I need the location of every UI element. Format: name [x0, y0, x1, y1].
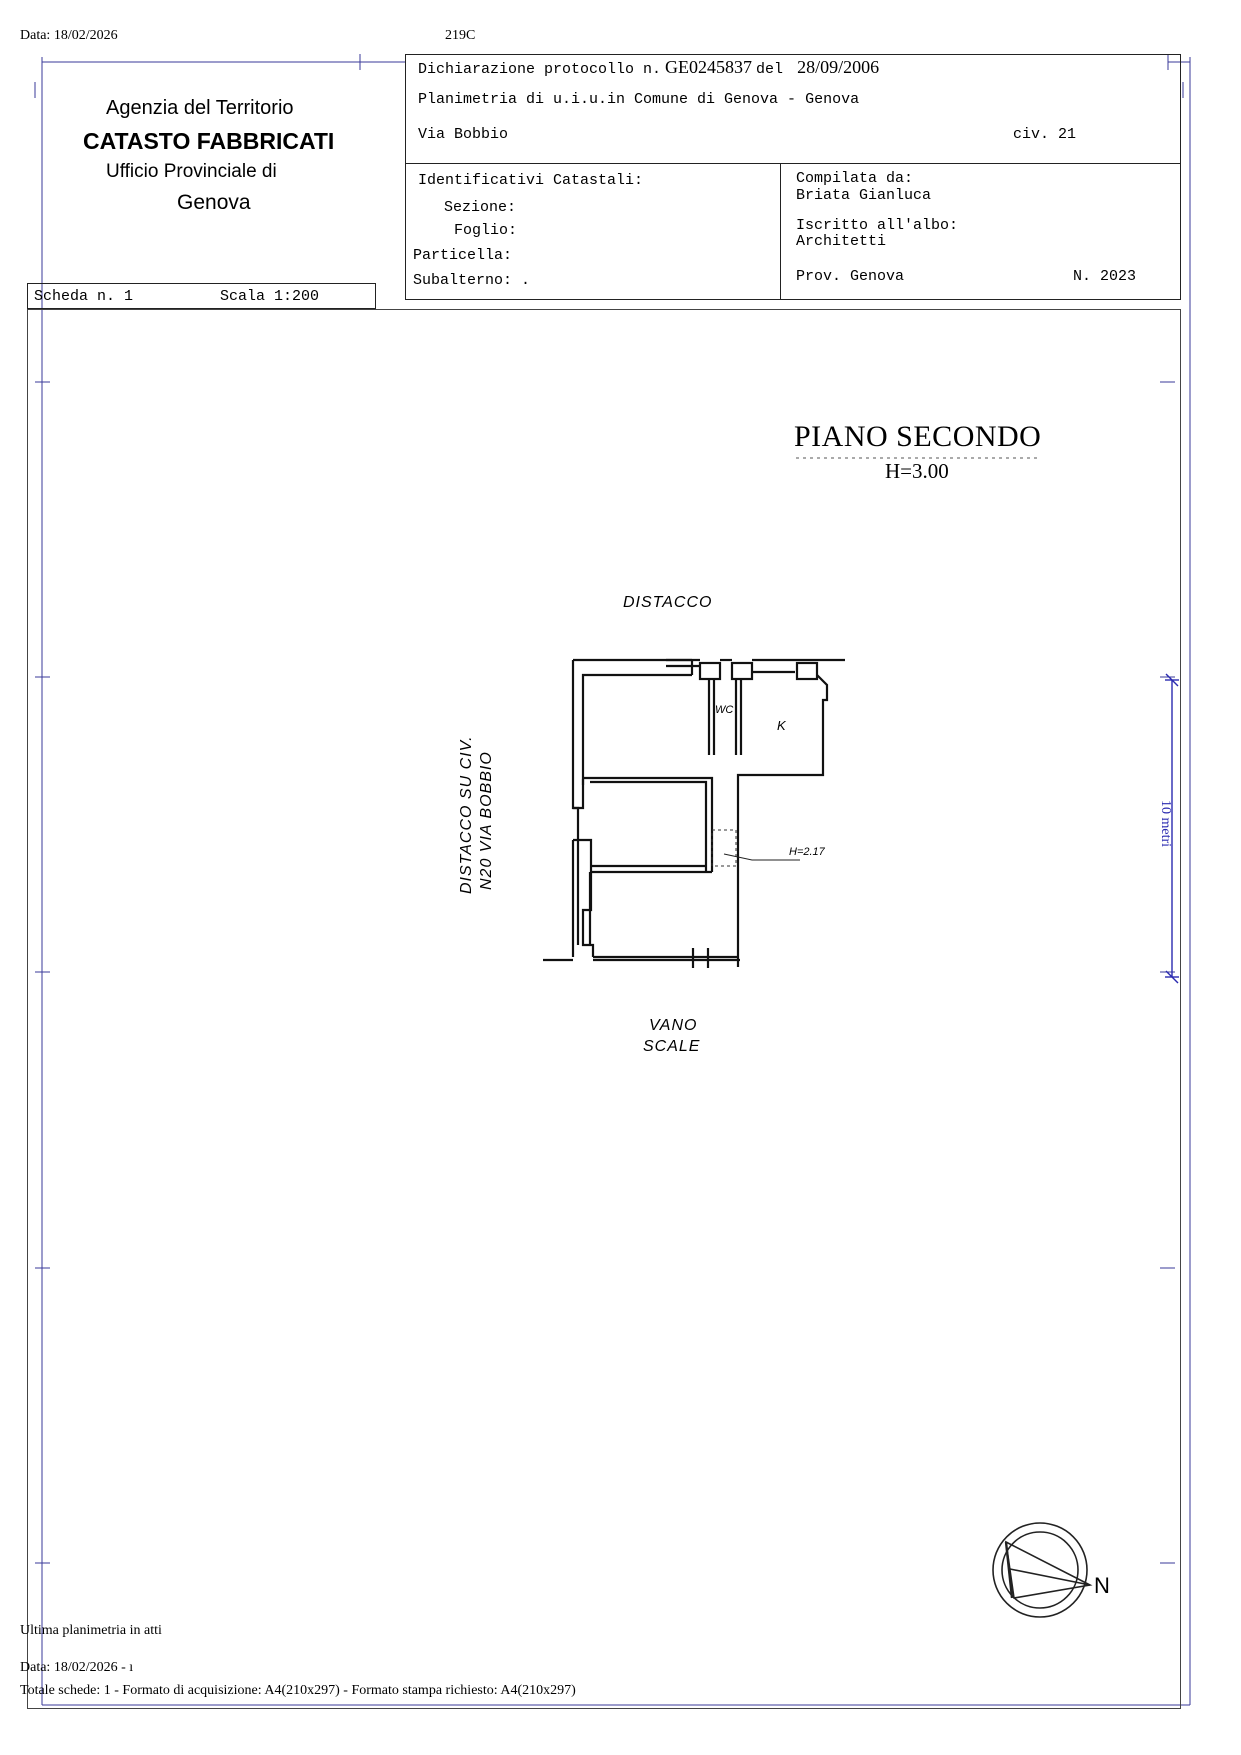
office-label: Ufficio Provinciale di	[106, 161, 277, 182]
wc-label: WC	[715, 704, 734, 716]
north-arrow-icon	[993, 1523, 1090, 1617]
particella-label: Particella:	[413, 247, 513, 264]
document-code: 219C	[445, 28, 476, 43]
civic-number: civ. 21	[1013, 126, 1077, 143]
catasto-title: CATASTO FABBRICATI	[83, 128, 335, 154]
identifiers-title: Identificativi Catastali:	[418, 172, 644, 189]
height-annotation: H=2.17	[789, 846, 825, 858]
print-date: Data: 18/02/2026	[20, 28, 118, 43]
north-label: N	[1094, 1573, 1110, 1598]
scale-bar-label: 10 metri	[1158, 800, 1173, 848]
compiled-by-label: Compilata da:	[796, 170, 914, 187]
stair-label-2: SCALE	[643, 1038, 701, 1055]
footer-totals: Totale schede: 1 - Formato di acquisizione: A4(210x297) - Formato stampa richiesto: A4(210x297)	[20, 1683, 576, 1698]
province-label: Prov. Genova	[796, 268, 905, 285]
protocol-label: Dichiarazione protocollo n.	[418, 61, 662, 78]
top-distance-label: DISTACCO	[623, 594, 713, 611]
office-city: Genova	[177, 191, 251, 214]
registration-number: N. 2023	[1073, 268, 1137, 285]
protocol-del-label: del	[756, 61, 784, 78]
scheda-number: Scheda n. 1	[34, 288, 134, 305]
footer-date: Data: 18/02/2026 - ı	[20, 1660, 134, 1675]
registered-label: Iscritto all'albo:	[796, 217, 959, 234]
street-address: Via Bobbio	[418, 126, 509, 143]
sezione-label: Sezione:	[444, 199, 517, 216]
plan-description: Planimetria di u.i.u.in Comune di Genova - Genova	[418, 91, 860, 108]
protocol-date: 28/09/2006	[797, 57, 880, 77]
side-label-line-2: N20 VIA BOBBIO	[478, 751, 495, 890]
registered-value: Architetti	[796, 233, 887, 250]
kitchen-label: K	[777, 718, 786, 733]
stair-label-1: VANO	[649, 1017, 698, 1034]
protocol-number: GE0245837	[665, 57, 753, 77]
floor-title: PIANO SECONDO	[794, 420, 1042, 453]
subalterno-label: Subalterno: .	[413, 272, 531, 289]
floor-height: H=3.00	[885, 459, 949, 483]
scale-label: Scala 1:200	[220, 288, 320, 305]
last-plan-note: Ultima planimetria in atti	[20, 1623, 162, 1638]
compiled-by-name: Briata Gianluca	[796, 187, 932, 204]
foglio-label: Foglio:	[454, 222, 518, 239]
agency-name: Agenzia del Territorio	[106, 97, 294, 119]
side-label-line-1: DISTACCO SU CIV.	[458, 735, 475, 894]
